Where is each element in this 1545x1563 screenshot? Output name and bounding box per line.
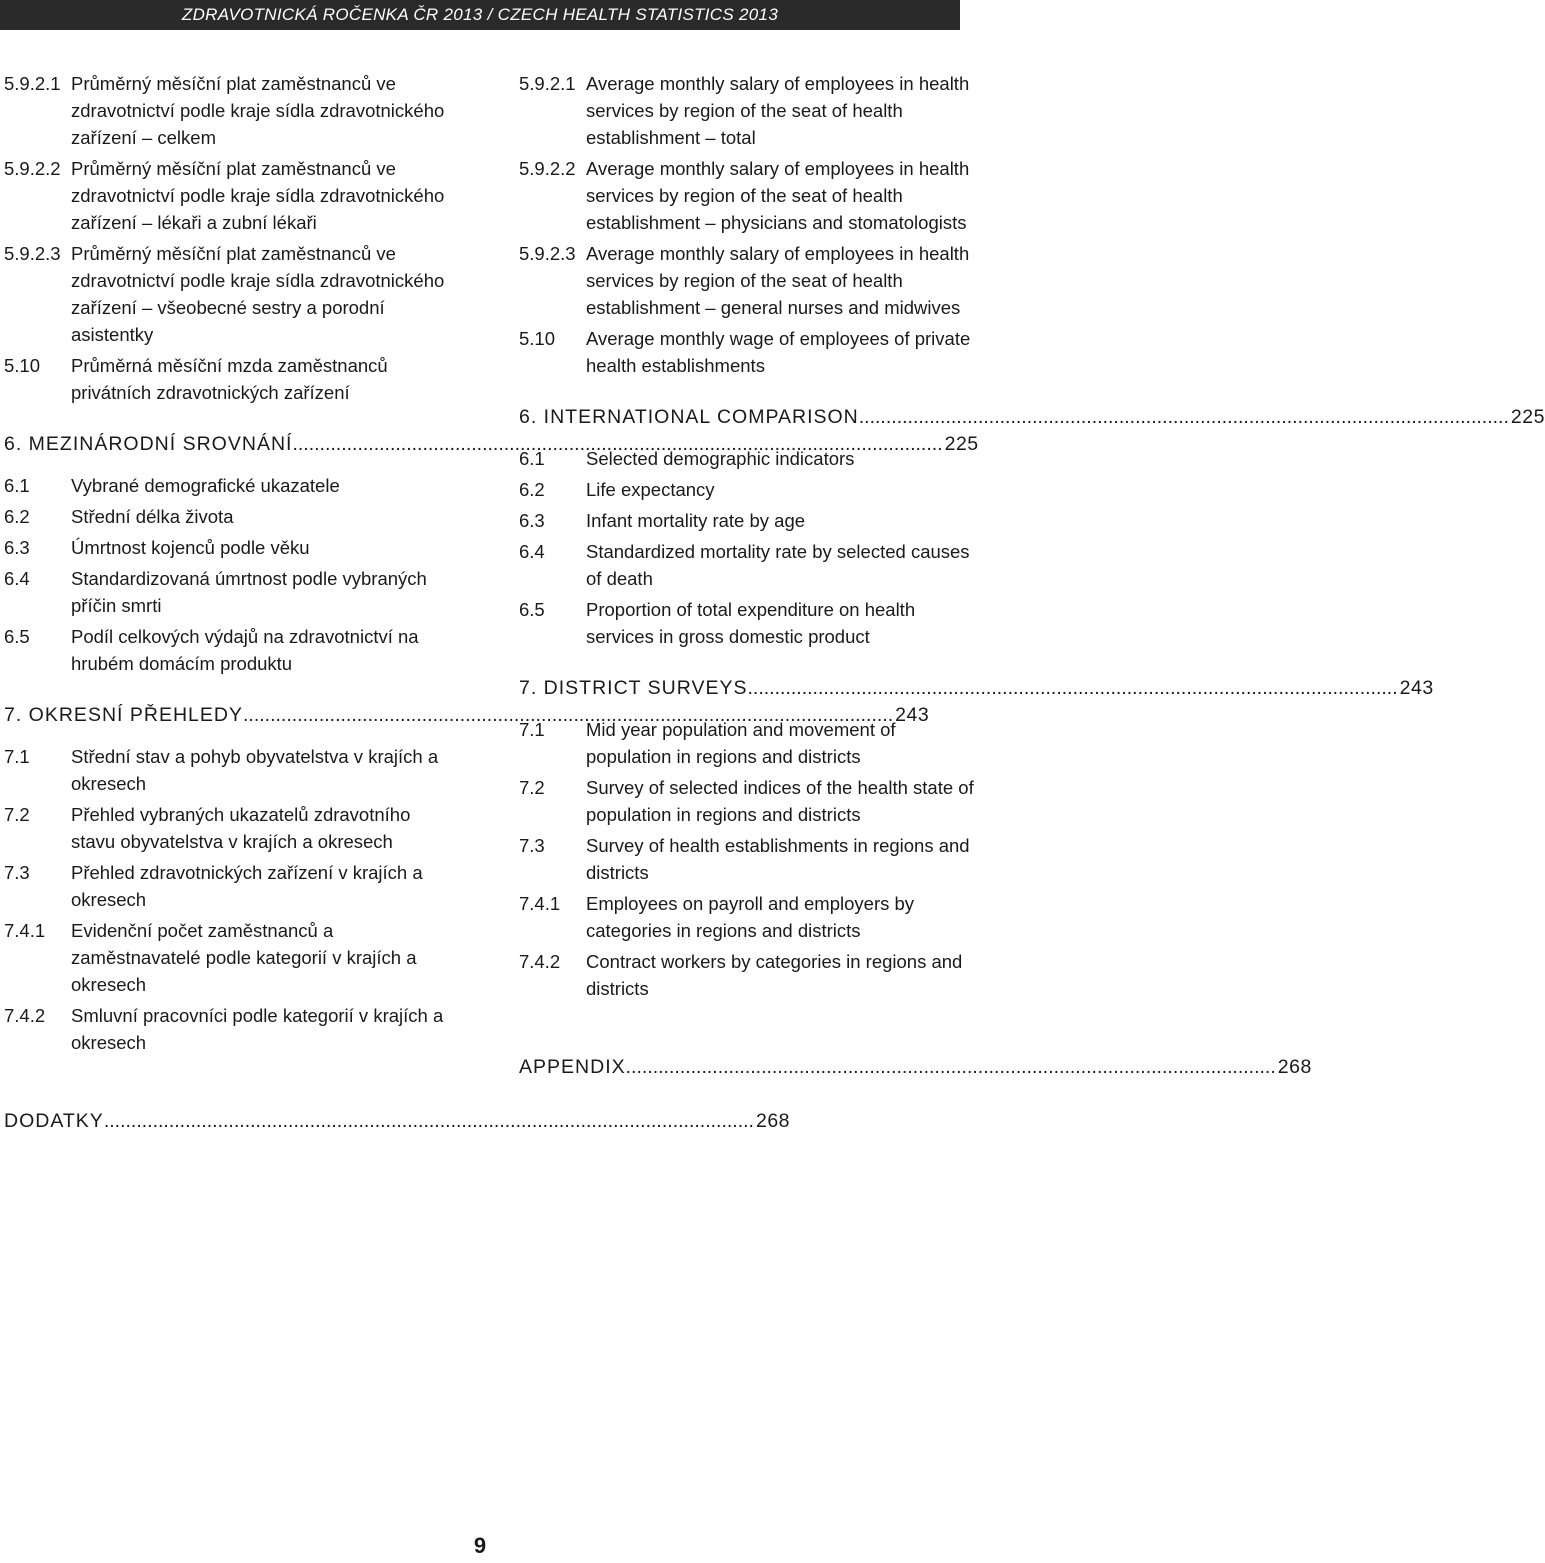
toc-entry-number: 5.9.2.2 — [4, 158, 61, 179]
toc-section-7[interactable] — [4, 702, 930, 729]
toc-entry-number: 7.1 — [519, 719, 545, 740]
toc-entry-5-9-2-1[interactable] — [519, 70, 974, 151]
toc-entry-5-9-2-2[interactable] — [519, 155, 974, 236]
toc-section-page: 268 — [1277, 1056, 1312, 1078]
toc-entry-number: 7.4.2 — [519, 951, 561, 972]
toc-entry-number: 5.10 — [519, 328, 556, 349]
toc-entry-title: Average monthly salary of employees in health services by region of the seat of health establishment – physicians and stomatologists — [586, 158, 970, 233]
toc-section-page: 268 — [755, 1110, 791, 1132]
toc-entry-6-4[interactable] — [4, 565, 459, 619]
toc-entry-6-5[interactable] — [519, 596, 974, 650]
toc-entry-title: Mid year population and movement of population in regions and districts — [586, 719, 896, 767]
toc-section-6[interactable] — [519, 404, 1545, 431]
toc-section-appendix[interactable] — [519, 1054, 1312, 1081]
toc-entry-5-9-2-2[interactable] — [4, 155, 459, 236]
toc-entry-title: Survey of selected indices of the health state of population in regions and districts — [586, 777, 974, 825]
toc-entry-number: 5.9.2.3 — [4, 243, 61, 264]
toc-section-title: DODATKY — [4, 1110, 104, 1132]
toc-section-page: 225 — [1510, 406, 1545, 428]
toc-entry-title: Average monthly salary of employees in health services by region of the seat of health establishment – total — [586, 73, 970, 148]
toc-dot-leader — [859, 404, 1509, 431]
toc-section-title: 6. INTERNATIONAL COMPARISON — [519, 406, 859, 428]
toc-entry-number: 6.3 — [4, 537, 30, 558]
toc-entry-title: Contract workers by categories in regions and districts — [586, 951, 963, 999]
toc-entry-title: Střední délka života — [71, 506, 234, 527]
toc-entry-7-2[interactable] — [519, 774, 974, 828]
toc-entry-title: Evidenční počet zaměstnanců a zaměstnavatelé podle kategorií v krajích a okresech — [71, 920, 417, 995]
toc-section-title: 6. MEZINÁRODNÍ SROVNÁNÍ — [4, 433, 293, 455]
toc-entry-6-2[interactable] — [519, 476, 974, 503]
toc-entry-title: Life expectancy — [586, 479, 715, 500]
toc-entry-title: Průměrný měsíční plat zaměstnanců ve zdravotnictví podle kraje sídla zdravotnického zařízení – všeobecné sestry a porodní asistentky — [71, 243, 445, 345]
toc-entry-number: 6.1 — [4, 475, 30, 496]
toc-entry-number: 6.4 — [519, 541, 545, 562]
toc-section-7[interactable] — [519, 675, 1434, 702]
toc-entry-7-1[interactable] — [4, 743, 459, 797]
toc-entry-title: Average monthly salary of employees in health services by region of the seat of health establishment – general nurses and midwives — [586, 243, 970, 318]
toc-entry-title: Employees on payroll and employers by categories in regions and districts — [586, 893, 915, 941]
toc-entry-title: Standardizovaná úmrtnost podle vybraných příčin smrti — [71, 568, 427, 616]
toc-entry-number: 6.2 — [519, 479, 545, 500]
toc-entry-number: 7.1 — [4, 746, 30, 767]
toc-entry-6-3[interactable] — [519, 507, 974, 534]
toc-entry-7-3[interactable] — [519, 832, 974, 886]
toc-section-page: 243 — [1399, 677, 1434, 699]
toc-entry-6-1[interactable] — [4, 472, 459, 499]
toc-entry-number: 7.2 — [4, 804, 30, 825]
toc-entry-number: 7.3 — [4, 862, 30, 883]
toc-entry-5-9-2-3[interactable] — [4, 240, 459, 348]
toc-entry-number: 5.9.2.1 — [519, 73, 576, 94]
toc-entry-title: Průměrná měsíční mzda zaměstnanců privátních zdravotnických zařízení — [71, 355, 388, 403]
toc-entry-title: Average monthly wage of employees of private health establishments — [586, 328, 971, 376]
toc-entry-6-5[interactable] — [4, 623, 459, 677]
toc-entry-number: 7.3 — [519, 835, 545, 856]
toc-entry-title: Survey of health establishments in regions and districts — [586, 835, 970, 883]
toc-entry-title: Smluvní pracovníci podle kategorií v krajích a okresech — [71, 1005, 444, 1053]
running-header — [0, 0, 960, 30]
toc-dot-leader — [626, 1054, 1276, 1081]
toc-entry-6-2[interactable] — [4, 503, 459, 530]
toc-section-title: 7. OKRESNÍ PŘEHLEDY — [4, 704, 243, 726]
toc-entry-6-4[interactable] — [519, 538, 974, 592]
toc-entry-6-1[interactable] — [519, 445, 974, 472]
toc-entry-7-4-2[interactable] — [519, 948, 974, 1002]
toc-entry-6-3[interactable] — [4, 534, 459, 561]
toc-entry-title: Průměrný měsíční plat zaměstnanců ve zdravotnictví podle kraje sídla zdravotnického zařízení – celkem — [71, 73, 445, 148]
toc-entry-title: Přehled zdravotnických zařízení v krajích a okresech — [71, 862, 423, 910]
toc-entry-7-4-2[interactable] — [4, 1002, 459, 1056]
toc-section-title: APPENDIX — [519, 1056, 626, 1078]
toc-entry-number: 7.4.2 — [4, 1005, 46, 1026]
toc-entry-number: 5.9.2.3 — [519, 243, 576, 264]
toc-entry-title: Proportion of total expenditure on health services in gross domestic product — [586, 599, 916, 647]
toc-entry-7-4-1[interactable] — [519, 890, 974, 944]
toc-entry-7-1[interactable] — [519, 716, 974, 770]
toc-entry-number: 6.1 — [519, 448, 545, 469]
toc-section-title: 7. DISTRICT SURVEYS — [519, 677, 748, 699]
toc-entry-number: 7.4.1 — [4, 920, 46, 941]
toc-entry-number: 7.2 — [519, 777, 545, 798]
toc-entry-5-10[interactable] — [4, 352, 459, 406]
running-header-title: ZDRAVOTNICKÁ ROČENKA ČR 2013 / CZECH HEALTH STATISTICS 2013 — [181, 5, 779, 24]
toc-entry-7-3[interactable] — [4, 859, 459, 913]
toc-entry-title: Podíl celkových výdajů na zdravotnictví na hrubém domácím produktu — [71, 626, 419, 674]
toc-entry-number: 6.2 — [4, 506, 30, 527]
toc-entry-7-2[interactable] — [4, 801, 459, 855]
toc-section-page: 243 — [895, 704, 930, 726]
toc-entry-5-9-2-1[interactable] — [4, 70, 459, 151]
toc-section-appendix[interactable] — [4, 1108, 791, 1135]
toc-entry-number: 6.5 — [4, 626, 30, 647]
toc-entry-5-9-2-3[interactable] — [519, 240, 974, 321]
toc-entry-5-10[interactable] — [519, 325, 974, 379]
toc-section-6[interactable] — [4, 431, 979, 458]
toc-entry-7-4-1[interactable] — [4, 917, 459, 998]
toc-entry-title: Průměrný měsíční plat zaměstnanců ve zdravotnictví podle kraje sídla zdravotnického zařízení – lékaři a zubní lékaři — [71, 158, 445, 233]
toc-dot-leader — [748, 675, 1398, 702]
toc-entry-title: Přehled vybraných ukazatelů zdravotního stavu obyvatelstva v krajích a okresech — [71, 804, 411, 852]
toc-entry-title: Vybrané demografické ukazatele — [71, 475, 340, 496]
toc-entry-number: 5.9.2.1 — [4, 73, 61, 94]
toc-entry-title: Selected demographic indicators — [586, 448, 855, 469]
toc-entry-number: 6.4 — [4, 568, 30, 589]
toc-entry-title: Infant mortality rate by age — [586, 510, 806, 531]
toc-entry-number: 6.3 — [519, 510, 545, 531]
toc-entry-title: Úmrtnost kojenců podle věku — [71, 537, 310, 558]
toc-dot-leader — [104, 1108, 754, 1135]
page-number: 9 — [473, 1533, 487, 1558]
toc-section-page: 225 — [944, 433, 979, 455]
toc-entry-number: 6.5 — [519, 599, 545, 620]
toc-entry-number: 7.4.1 — [519, 893, 561, 914]
toc-entry-title: Střední stav a pohyb obyvatelstva v krajích a okresech — [71, 746, 439, 794]
toc-entry-number: 5.10 — [4, 355, 41, 376]
toc-column-english — [519, 70, 1545, 1081]
toc-entry-title: Standardized mortality rate by selected causes of death — [586, 541, 970, 589]
toc-entry-number: 5.9.2.2 — [519, 158, 576, 179]
